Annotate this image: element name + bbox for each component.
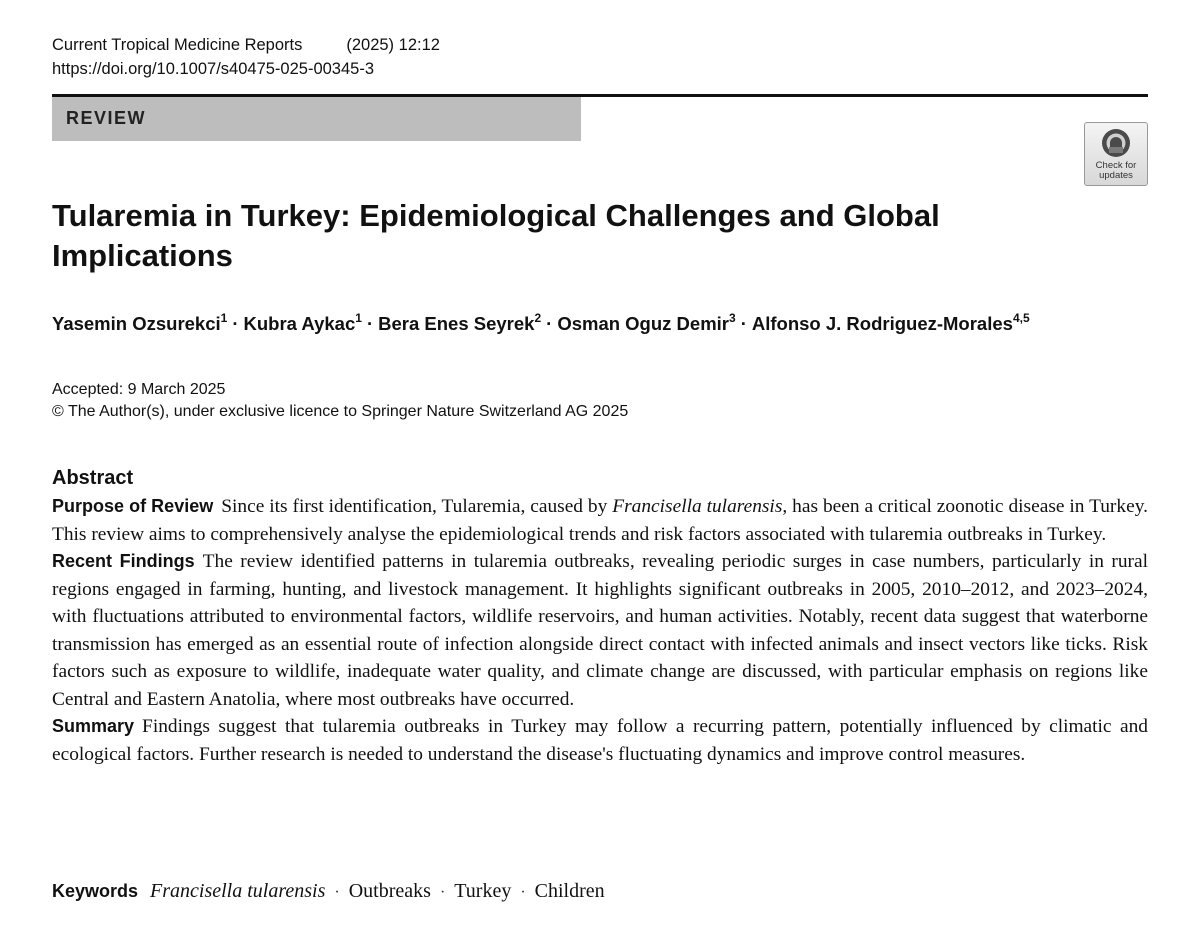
purpose-label: Purpose of Review (52, 496, 214, 516)
keyword[interactable]: Children (534, 880, 605, 902)
article-type-label: REVIEW (66, 108, 147, 128)
accepted-date: Accepted: 9 March 2025 (52, 381, 226, 398)
journal-name: Current Tropical Medicine Reports (52, 36, 303, 54)
abstract-heading: Abstract (52, 467, 134, 489)
abstract-findings: Recent Findings The review identified patterns in tularemia outbreaks, revealing periodic surges in case numbers, particularly in rural regions engaged in farming, hunting, and livestock management. It highlights significant outbreaks in 2005, 2010–2012, and 2023–2024, with fluctuations attributed to environmental factors, wildlife reservoirs, and human activities. Notably, recent data suggest that waterborne transmission has emerged as an essential route of infection alongside direct contact with infected animals and insect vectors like ticks. Risk factors such as exposure to wildlife, inadequate water quality, and climate change are discussed, with particular emphasis on regions like Central and Eastern Anatolia, where most outbreaks have occurred. (52, 551, 1148, 710)
species-name: Francisella tularensis (612, 496, 783, 517)
findings-label: Recent Findings (52, 551, 195, 571)
author[interactable]: Alfonso J. Rodriguez-Morales$^{4,5}$ (751, 311, 1030, 335)
check-updates-line1: Check for (1095, 160, 1137, 171)
copyright-notice: © The Author(s), under exclusive licence to Springer Nature Switzerland AG 2025 (52, 403, 629, 420)
check-for-updates-button[interactable] (1084, 122, 1148, 186)
article-title: Tularemia in Turkey: Epidemiological Challenges and Global Implications (52, 198, 940, 273)
article-type-band (52, 97, 581, 141)
keywords: Keywords Francisella tularensis · Outbreaks · Turkey · Children (52, 880, 605, 902)
journal-header (52, 36, 440, 55)
summary-label: Summary (52, 716, 135, 736)
check-updates-icon (1101, 128, 1131, 160)
author-list: Yasemin Ozsurekci$^1$ · Kubra Aykac$^1$ · Bera Enes Seyrek$^2$ · Osman Oguz Demir$^3$ · Alfonso J. Rodriguez-Morales$^{4,5}$ (52, 311, 1030, 335)
keyword[interactable]: Outbreaks (348, 880, 431, 902)
keywords-label: Keywords (52, 881, 139, 901)
abstract-summary: Summary Findings suggest that tularemia outbreaks in Turkey may follow a recurring pattern, potentially influenced by climatic and ecological factors. Further research is needed to understand the disease's fluctuating dynamics and improve control measures. (52, 716, 1148, 765)
author[interactable]: Yasemin Ozsurekci$^1$ (52, 311, 228, 335)
journal-citation: (2025) 12:12 (346, 36, 440, 54)
keyword[interactable]: Francisella tularensis (150, 880, 326, 902)
abstract-body (52, 493, 1148, 768)
abstract-purpose: Purpose of Review Since its first identification, Tularemia, caused by Francisella tularensis, has been a critical zoonotic disease in Turkey. This review aims to comprehensively analyse the epidemiological trends and risk factors associated with tularemia outbreaks in Turkey. (52, 496, 1148, 545)
author[interactable]: Kubra Aykac$^1$ (243, 311, 362, 335)
author[interactable]: Bera Enes Seyrek$^2$ (378, 311, 542, 335)
check-updates-line2: updates (1099, 170, 1133, 181)
doi-link[interactable]: https://doi.org/10.1007/s40475-025-00345-3 (52, 60, 374, 78)
keyword[interactable]: Turkey (454, 880, 512, 902)
author[interactable]: Osman Oguz Demir$^3$ (557, 311, 736, 335)
